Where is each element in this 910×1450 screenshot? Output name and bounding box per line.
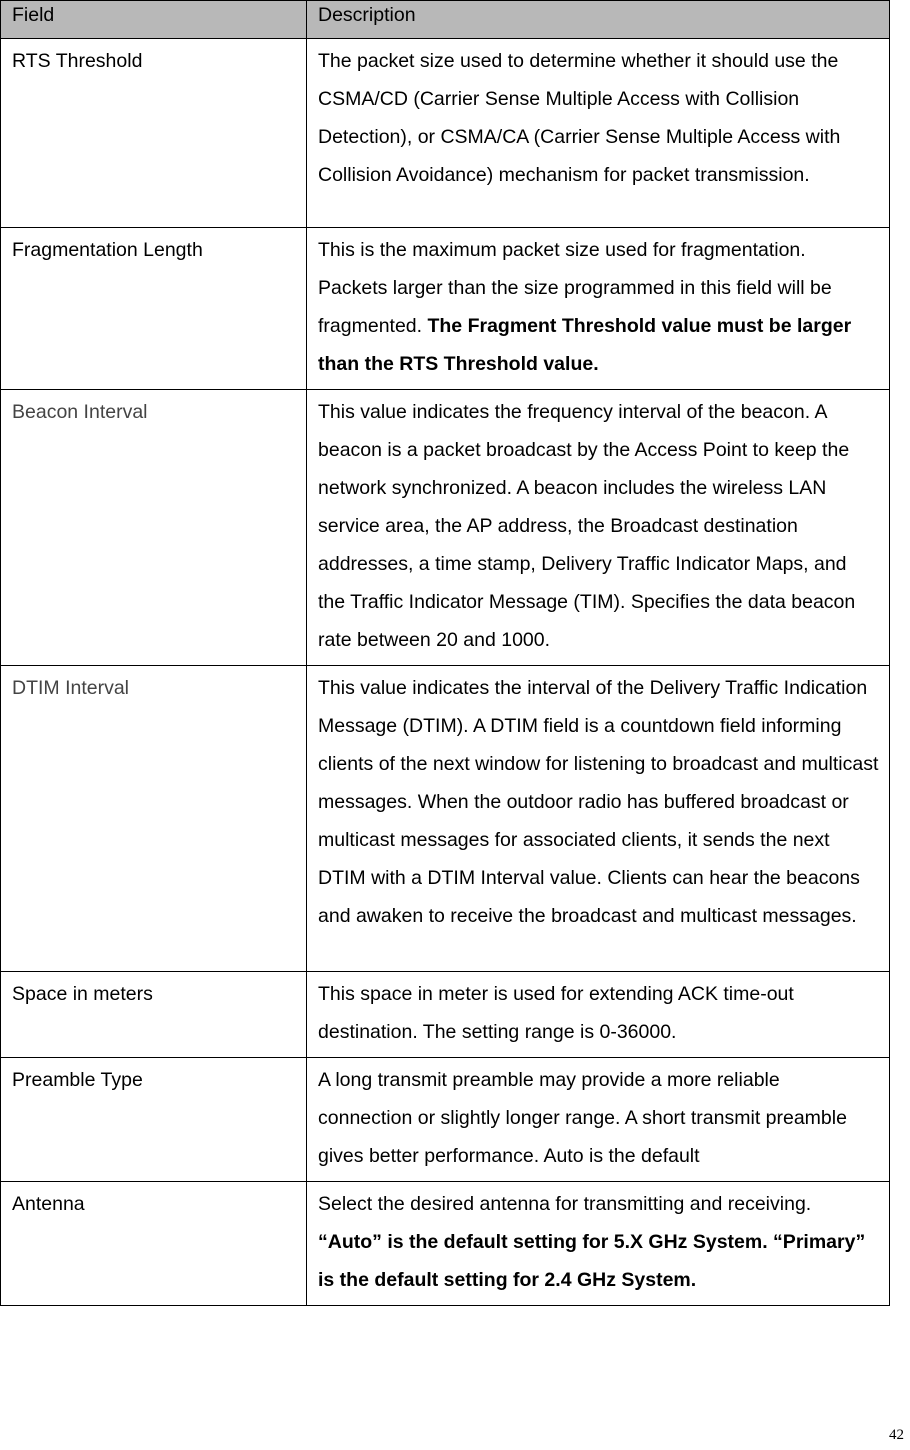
table-row-preamble-type <box>1 1058 890 1182</box>
description-text: The packet size used to determine whether it should use the CSMA/CD (Carrier Sense Multiple Access with Collision Detection), or CSMA/CA (Carrier Sense Multiple Access with Collision Avoidance) mechanism for packet transmission. <box>318 50 841 186</box>
field-description <box>307 39 890 228</box>
field-description <box>307 1058 890 1182</box>
table-row-beacon-interval <box>1 390 890 666</box>
description-note: The Fragment Threshold value must be larger than the RTS Threshold value. <box>318 315 852 375</box>
description-note: “Auto” is the default setting for 5.X GHz System. “Primary” is the default setting for 2.4 GHz System. <box>318 1231 866 1291</box>
description-text: This space in meter is used for extending ACK time-out destination. The setting range is 0-36000. <box>318 983 794 1043</box>
field-name: Fragmentation Length <box>1 228 307 390</box>
table-row-rts-threshold <box>1 39 890 228</box>
description-text: A long transmit preamble may provide a more reliable connection or slightly longer range. A short transmit preamble gives better performance. Auto is the default <box>318 1069 847 1167</box>
table-row-dtim-interval <box>1 666 890 972</box>
description-text: This value indicates the frequency interval of the beacon. A beacon is a packet broadcast by the Access Point to keep the network synchronized. A beacon includes the wireless LAN service area, the AP address, the Broadcast destination addresses, a time stamp, Delivery Traffic Indicator Maps, and the Traffic Indicator Message (TIM). Specifies the data beacon rate between 20 and 1000. <box>318 401 856 651</box>
field-name: RTS Threshold <box>1 39 307 228</box>
table-header-row <box>1 1 890 39</box>
field-description <box>307 972 890 1058</box>
field-description <box>307 390 890 666</box>
field-name: DTIM Interval <box>1 666 307 972</box>
page-number: 42 <box>889 1427 904 1443</box>
field-description <box>307 666 890 972</box>
field-description <box>307 1182 890 1306</box>
table-row-fragmentation-length <box>1 228 890 390</box>
header-field: Field <box>1 1 307 39</box>
field-description <box>307 228 890 390</box>
description-text: This is the maximum packet size used for fragmentation. Packets larger than the size programmed in this field will be fragmented. <box>318 239 832 337</box>
description-text: Select the desired antenna for transmitting and receiving. <box>318 1193 812 1215</box>
field-name: Space in meters <box>1 972 307 1058</box>
table-row-antenna <box>1 1182 890 1306</box>
field-name: Antenna <box>1 1182 307 1306</box>
field-name: Beacon Interval <box>1 390 307 666</box>
table-row-space-in-meters <box>1 972 890 1058</box>
header-description: Description <box>307 1 890 39</box>
description-text: This value indicates the interval of the Delivery Traffic Indication Message (DTIM). A DTIM field is a countdown field informing clients of the next window for listening to broadcast and multicast messages. When the outdoor radio has buffered broadcast or multicast messages for associated clients, it sends the next DTIM with a DTIM Interval value. Clients can hear the beacons and awaken to receive the broadcast and multicast messages. <box>318 677 879 927</box>
field-name: Preamble Type <box>1 1058 307 1182</box>
